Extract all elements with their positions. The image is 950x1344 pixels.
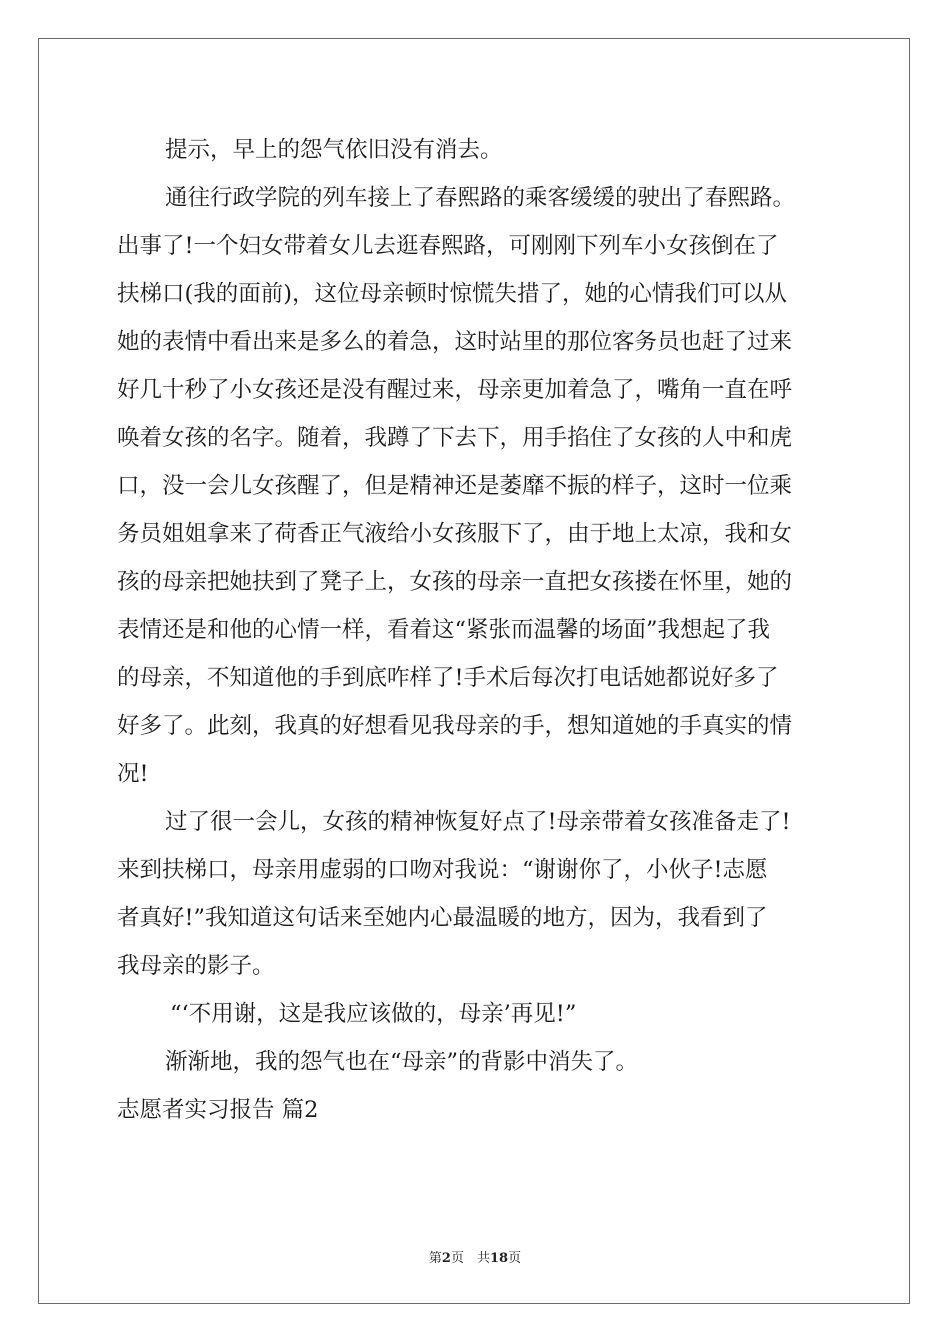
paragraph-line: 务员姐姐拿来了荷香正气液给小女孩服下了，由于地上太凉，我和女 xyxy=(117,521,793,547)
paragraph-line: 表情还是和他的心情一样，看着这“紧张而温馨的场面”我想起了我 xyxy=(117,617,771,643)
footer-mid: 页 共 xyxy=(450,1251,490,1266)
page-footer xyxy=(0,1247,950,1266)
page-number: 2 xyxy=(441,1251,451,1266)
footer-prefix: 第 xyxy=(428,1251,442,1266)
document-body xyxy=(117,126,837,1134)
paragraph-line: 渐渐地，我的怨气也在“母亲”的背影中消失了。 xyxy=(165,1049,639,1075)
paragraph-line: 好多了。此刻，我真的好想看见我母亲的手，想知道她的手真实的情 xyxy=(117,713,793,739)
paragraph-line: 她的表情中看出来是多么的着急，这时站里的那位客务员也赶了过来 xyxy=(117,329,793,355)
paragraph-line: 过了很一会儿，女孩的精神恢复好点了!母亲带着女孩准备走了! xyxy=(165,809,791,835)
paragraph-line: 出事了!一个妇女带着女儿去逛春熙路，可刚刚下列车小女孩倒在了 xyxy=(117,233,779,259)
footer-suffix: 页 xyxy=(508,1251,522,1266)
paragraph-line: 提示，早上的怨气依旧没有消去。 xyxy=(165,137,503,163)
paragraph-line: 通往行政学院的列车接上了春熙路的乘客缓缓的驶出了春熙路。 xyxy=(165,185,796,211)
paragraph-line: 唤着女孩的名字。随着，我蹲了下去下，用手掐住了女孩的人中和虎 xyxy=(117,425,793,451)
paragraph-line: 好几十秒了小女孩还是没有醒过来，母亲更加着急了，嘴角一直在呼 xyxy=(117,377,793,403)
section-heading: 志愿者实习报告 篇2 xyxy=(117,1097,319,1123)
paragraph-line: “‘不用谢，这是我应该做的，母亲’再见!” xyxy=(170,1001,577,1027)
paragraph-line: 我母亲的影子。 xyxy=(117,953,275,979)
paragraph-line: 扶梯口(我的面前)，这位母亲顿时惊慌失措了，她的心情我们可以从 xyxy=(117,281,788,307)
paragraph-line: 者真好!”我知道这句话来至她内心最温暖的地方，因为，我看到了 xyxy=(117,905,768,931)
total-pages: 18 xyxy=(489,1251,509,1266)
paragraph-line: 况! xyxy=(117,761,149,787)
paragraph-line: 口，没一会儿女孩醒了，但是精神还是萎靡不振的样子，这时一位乘 xyxy=(117,473,793,499)
paragraph-line: 孩的母亲把她扶到了凳子上，女孩的母亲一直把女孩搂在怀里，她的 xyxy=(117,569,793,595)
paragraph-line: 的母亲，不知道他的手到底咋样了!手术后每次打电话她都说好多了 xyxy=(117,665,779,691)
paragraph-line: 来到扶梯口，母亲用虚弱的口吻对我说：“谢谢你了，小伙子!志愿 xyxy=(117,857,768,883)
